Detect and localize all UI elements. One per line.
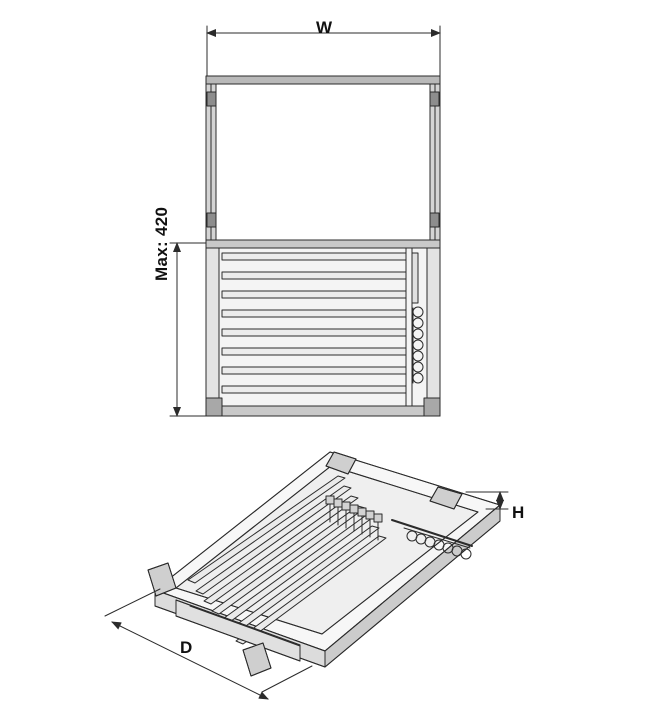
top-view-group <box>170 26 440 416</box>
dimension-label-height: H <box>512 503 525 522</box>
dimension-label-depth-max: Max: 420 <box>152 206 171 281</box>
dimension-label-width: W <box>316 18 333 37</box>
dimension-label-depth: D <box>180 638 193 657</box>
iso-view-group <box>105 452 508 699</box>
